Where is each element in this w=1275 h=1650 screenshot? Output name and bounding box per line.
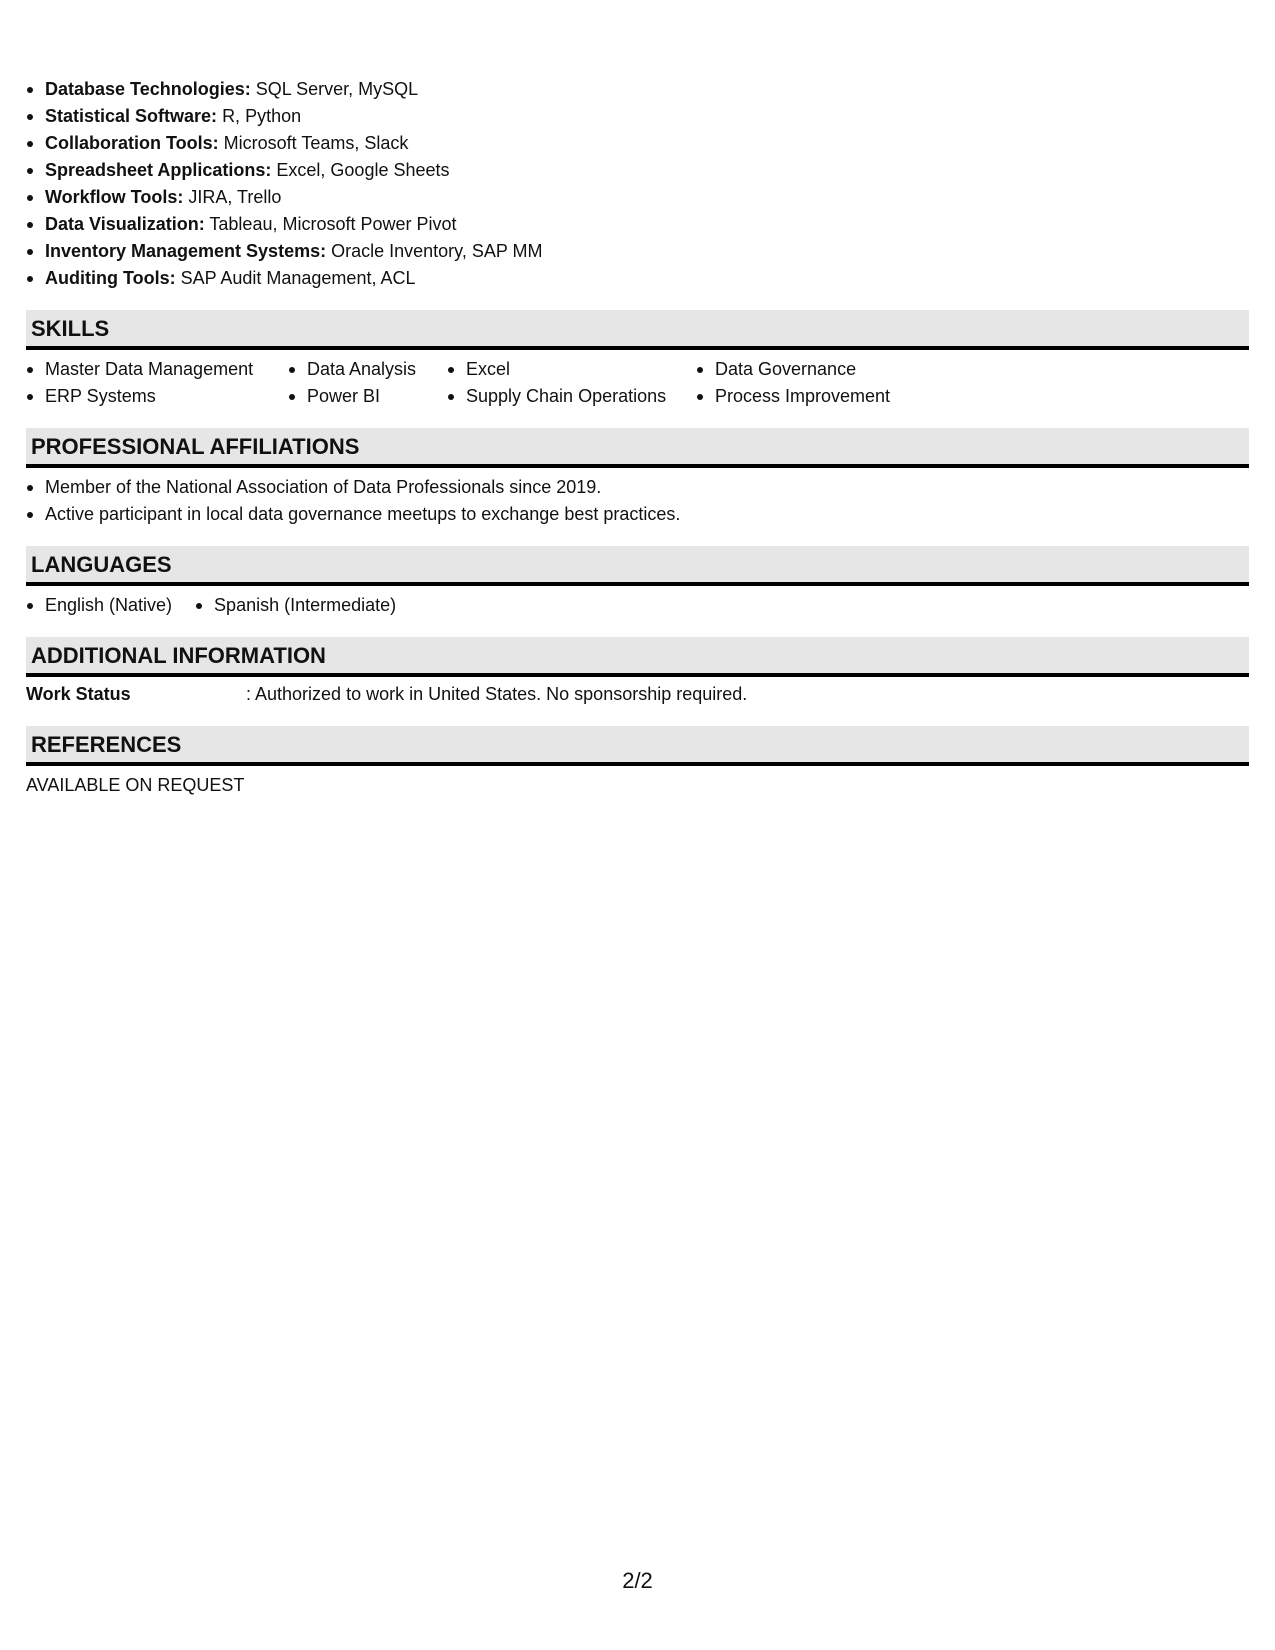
skill-item: Data Governance	[696, 356, 956, 383]
work-status-row	[26, 681, 1249, 708]
tool-value: JIRA, Trello	[188, 187, 282, 207]
section-title: ADDITIONAL INFORMATION	[31, 643, 326, 668]
tool-value: Excel, Google Sheets	[276, 160, 450, 180]
tool-item-spreadsheet	[26, 157, 1249, 184]
tool-name: Database Technologies:	[45, 79, 251, 99]
work-status-label: Work Status	[26, 684, 131, 704]
tool-name: Workflow Tools:	[45, 187, 184, 207]
affiliations-list	[26, 474, 1249, 528]
page-number: 2/2	[622, 1568, 653, 1593]
tool-item-visualization	[26, 211, 1249, 238]
skills-column	[447, 356, 696, 410]
language-item: English (Native)	[26, 592, 172, 619]
languages-section-header	[26, 546, 1249, 586]
tool-value: Microsoft Teams, Slack	[223, 133, 409, 153]
tool-value: SQL Server, MySQL	[255, 79, 419, 99]
skill-item: Master Data Management	[26, 356, 288, 383]
skill-item: Data Analysis	[288, 356, 447, 383]
section-title: REFERENCES	[31, 732, 182, 757]
skills-grid	[26, 356, 1249, 410]
tool-item-workflow	[26, 184, 1249, 211]
additional-info-section-header	[26, 637, 1249, 677]
references-section-header	[26, 726, 1249, 766]
tool-item-database	[26, 76, 1249, 103]
language-item: Spanish (Intermediate)	[195, 592, 396, 619]
skills-section-header	[26, 310, 1249, 350]
tool-name: Collaboration Tools:	[45, 133, 219, 153]
work-status-value: : Authorized to work in United States. No sponsorship required.	[246, 684, 748, 704]
skill-item: Process Improvement	[696, 383, 956, 410]
skill-item: Supply Chain Operations	[447, 383, 696, 410]
tool-item-collaboration	[26, 130, 1249, 157]
section-title: SKILLS	[31, 316, 110, 341]
resume-page	[26, 0, 1249, 799]
references-text: AVAILABLE ON REQUEST	[26, 775, 245, 795]
affiliations-section-header	[26, 428, 1249, 468]
skills-column	[288, 356, 447, 410]
tool-name: Auditing Tools:	[45, 268, 176, 288]
languages-list	[26, 592, 1249, 619]
tool-name: Statistical Software:	[45, 106, 218, 126]
affiliation-item: Active participant in local data governance meetups to exchange best practices.	[26, 501, 1249, 528]
section-title: LANGUAGES	[31, 552, 172, 577]
skill-item: Excel	[447, 356, 696, 383]
tool-name: Spreadsheet Applications:	[45, 160, 272, 180]
tool-value: Oracle Inventory, SAP MM	[331, 241, 543, 261]
skill-item: Power BI	[288, 383, 447, 410]
tool-item-auditing	[26, 265, 1249, 292]
section-title: PROFESSIONAL AFFILIATIONS	[31, 434, 360, 459]
tool-value: Tableau, Microsoft Power Pivot	[209, 214, 457, 234]
affiliation-item: Member of the National Association of Data Professionals since 2019.	[26, 474, 1249, 501]
tool-value: SAP Audit Management, ACL	[180, 268, 416, 288]
tool-name: Inventory Management Systems:	[45, 241, 327, 261]
skills-column	[696, 356, 956, 410]
skill-item: ERP Systems	[26, 383, 288, 410]
tool-name: Data Visualization:	[45, 214, 205, 234]
skills-column	[26, 356, 288, 410]
tool-item-statistical	[26, 103, 1249, 130]
tool-item-inventory	[26, 238, 1249, 265]
technical-tools-list	[26, 76, 1249, 292]
tool-value: R, Python	[222, 106, 302, 126]
